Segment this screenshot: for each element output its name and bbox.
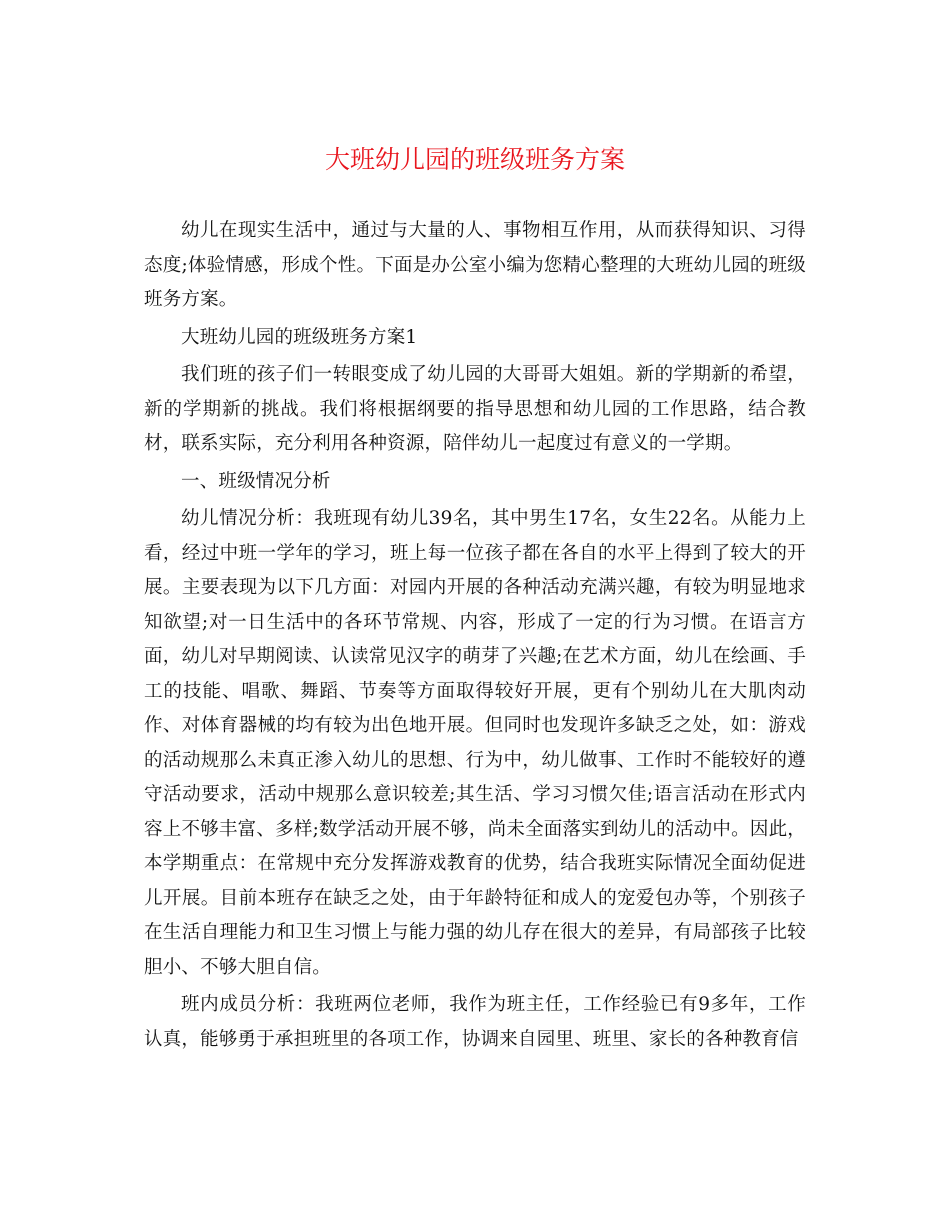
- intro-paragraph: 幼儿在现实生活中，通过与大量的人、事物相互作用，从而获得知识、习得态度;体验情感，形成个性。下面是办公室小编为您精心整理的大班幼儿园的班级班务方案。: [144, 220, 806, 310]
- section-heading-plan-1: 大班幼儿园的班级班务方案1: [181, 326, 418, 348]
- document-title: 大班幼儿园的班级班务方案: [324, 145, 625, 174]
- document-body: [144, 214, 806, 1060]
- staff-analysis-paragraph: 班内成员分析：我班两位老师，我作为班主任，工作经验已有9多年，工作认真，能够勇于承担班里的各项工作，协调来自园里、班里、家长的各种教育信: [144, 994, 806, 1050]
- child-analysis-paragraph: 幼儿情况分析：我班现有幼儿39名，其中男生17名，女生22名。从能力上看，经过中班一学年的学习，班上每一位孩子都在各自的水平上得到了较大的开展。主要表现为以下几方面：对园内开展的各种活动充满兴趣，有较为明显地求知欲望;对一日生活中的各环节常规、内容，形成了一定的行为习惯。在语言方面，幼儿对早期阅读、认读常见汉字的萌芽了兴趣;在艺术方面，幼儿在绘画、手工的技能、唱歌、舞蹈、节奏等方面取得较好开展，更有个别幼儿在大肌肉动作、对体育器械的均有较为出色地开展。但同时也发现许多缺乏之处，如：游戏的活动规那么未真正渗入幼儿的思想、行为中，幼儿做事、工作时不能较好的遵守活动要求，活动中规那么意识较差;其生活、学习习惯欠佳;语言活动在形式内容上不够丰富、多样;数学活动开展不够，尚未全面落实到幼儿的活动中。因此，本学期重点：在常规中充分发挥游戏教育的优势，结合我班实际情况全面幼促进儿开展。目前本班存在缺乏之处，由于年龄特征和成人的宠爱包办等，个别孩子在生活自理能力和卫生习惯上与能力强的幼儿存在很大的差异，有局部孩子比较胆小、不够大胆自信。: [144, 508, 806, 978]
- body-paragraph: 我们班的孩子们一转眼变成了幼儿园的大哥哥大姐姐。新的学期新的希望，新的学期新的挑战。我们将根据纲要的指导思想和幼儿园的工作思路，结合教材，联系实际，充分利用各种资源，陪伴幼儿一起度过有意义的一学期。: [144, 364, 806, 454]
- section-heading-class-analysis: 一、班级情况分析: [181, 470, 331, 492]
